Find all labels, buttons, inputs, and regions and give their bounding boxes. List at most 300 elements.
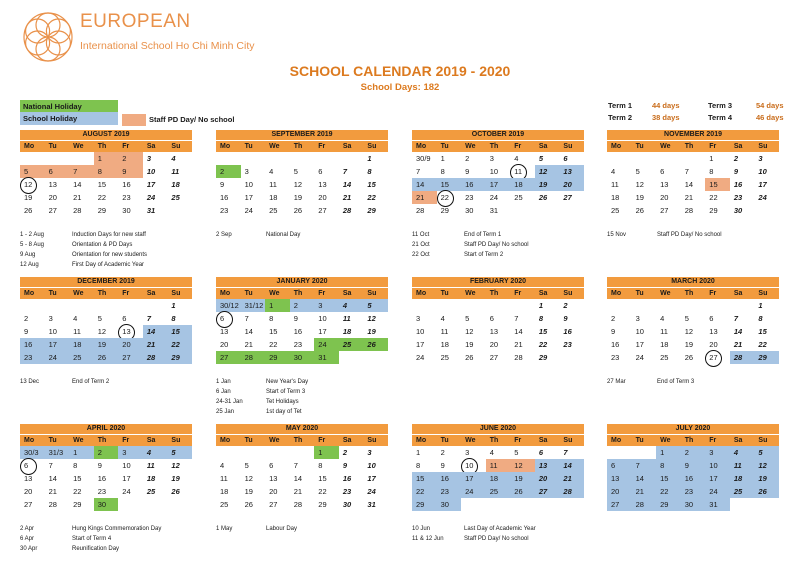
weekday-label: Tu — [635, 437, 644, 444]
term-label: Term 4 — [708, 113, 733, 122]
day-cell: 14 — [514, 327, 523, 336]
day-cell — [559, 204, 584, 217]
month-title: OCTOBER 2019 — [412, 130, 584, 140]
day-cell: 27 — [318, 206, 327, 215]
note-date: 15 Nov — [607, 232, 627, 238]
day-cell: 25 — [440, 353, 449, 362]
weekday-label: Su — [563, 143, 573, 150]
day-cell — [559, 498, 584, 511]
note-row — [412, 240, 600, 250]
day-cell: 12 — [244, 474, 253, 483]
day-cell: 10 — [489, 167, 499, 176]
day-cell: 2 — [563, 301, 568, 310]
day-cell: 15 — [437, 178, 462, 191]
day-cell: 1 — [69, 446, 94, 459]
day-cell: 1 — [709, 154, 714, 163]
note-row — [216, 230, 404, 240]
day-cell: 18 — [69, 338, 94, 351]
day-cell: 6 — [122, 314, 127, 323]
day-cell: 8 — [94, 165, 119, 178]
legend-national-holiday: National Holiday — [20, 100, 118, 113]
day-cell: 2 — [440, 448, 445, 457]
day-cell: 13 — [559, 165, 584, 178]
day-cell — [118, 299, 143, 312]
day-cell — [339, 351, 364, 364]
month-calendar — [412, 424, 584, 511]
day-cell: 15 — [167, 325, 192, 338]
weekday-label: Fr — [318, 143, 326, 150]
day-cell: 10 — [146, 167, 156, 176]
day-cell — [290, 446, 315, 459]
day-cell: 7 — [342, 167, 348, 176]
month-title: APRIL 2020 — [20, 424, 192, 434]
weekday-label: Th — [97, 437, 107, 444]
day-cell: 4 — [171, 154, 176, 163]
weekday-label: Th — [97, 143, 107, 150]
note-date: 12 Aug — [20, 262, 39, 268]
note-text: First Day of Academic Year — [72, 262, 145, 268]
month-notes — [216, 230, 404, 240]
day-cell: 6 — [269, 461, 274, 470]
day-cell: 20 — [607, 485, 632, 498]
note-date: 9 Aug — [20, 252, 36, 258]
term-days: 54 days — [756, 101, 784, 110]
day-cell: 29 — [265, 351, 290, 364]
day-cell: 15 — [656, 472, 681, 485]
weekday-label: Tu — [440, 437, 449, 444]
school-days: School Days: 182 — [360, 82, 440, 93]
day-cell: 21 — [514, 340, 523, 349]
note-row — [412, 534, 600, 544]
day-cell: 26 — [293, 206, 303, 215]
day-cell: 18 — [220, 487, 229, 496]
month-calendar — [607, 277, 779, 364]
day-cell: 21 — [143, 338, 168, 351]
weekday-label: Th — [293, 290, 303, 297]
weekday-header — [607, 287, 779, 299]
day-cell: 25 — [171, 193, 180, 202]
day-cell: 30/3 — [20, 446, 45, 459]
weekday-label: Th — [684, 290, 694, 297]
weekday-label: Fr — [122, 437, 130, 444]
day-cell: 19 — [94, 338, 119, 351]
day-cell: 31 — [367, 500, 376, 509]
weekday-label: Tu — [635, 143, 644, 150]
day-cell: 24 — [705, 485, 730, 498]
day-cell: 23 — [97, 487, 107, 496]
day-cell: 28 — [632, 498, 657, 511]
weekday-label: Fr — [709, 437, 717, 444]
day-cell: 8 — [73, 461, 78, 470]
day-cell: 26 — [754, 485, 779, 498]
day-cell: 31/3 — [45, 446, 70, 459]
day-cell: 20 — [48, 193, 57, 202]
day-cell: 13 — [24, 474, 33, 483]
note-text: 1st day of Tet — [266, 409, 302, 415]
day-cell: 7 — [514, 314, 519, 323]
note-text: Orientation & PD Days — [72, 242, 133, 248]
day-cell: 9 — [681, 459, 706, 472]
month-calendar — [412, 277, 584, 364]
weekday-label: We — [269, 437, 280, 444]
day-cell — [437, 299, 462, 312]
day-cell: 9 — [465, 167, 470, 176]
weekday-label: We — [465, 437, 476, 444]
weekday-label: We — [660, 290, 671, 297]
day-cell: 12 — [171, 461, 180, 470]
weekday-label: Th — [684, 143, 694, 150]
day-cell: 12 — [97, 327, 107, 336]
day-cell — [559, 351, 584, 364]
day-cell: 27 — [607, 498, 632, 511]
day-cell: 21 — [73, 193, 82, 202]
day-cell: 7 — [416, 167, 421, 176]
weekday-header — [412, 287, 584, 299]
weekday-label: Sa — [733, 437, 743, 444]
day-cell: 15 — [318, 474, 327, 483]
day-cell: 30/9 — [416, 154, 431, 163]
note-text: Orientation for new students — [72, 252, 148, 258]
day-cell: 2 — [290, 299, 315, 312]
day-cell: 8 — [709, 167, 714, 176]
day-cell — [632, 152, 657, 165]
day-cell: 2 — [681, 446, 706, 459]
note-date: 13 Dec — [20, 379, 40, 385]
month-title: SEPTEMBER 2019 — [216, 130, 388, 140]
day-cell: 30 — [122, 206, 131, 215]
note-row — [607, 377, 795, 387]
legend-staff-pd-swatch — [122, 114, 146, 126]
day-cell: 12 — [293, 180, 303, 189]
day-cell: 17 — [416, 340, 425, 349]
day-cell — [363, 351, 388, 364]
day-cell: 24 — [416, 353, 425, 362]
weekday-label: Fr — [514, 290, 522, 297]
day-cell: 9 — [563, 314, 568, 323]
day-cell: 20 — [660, 193, 669, 202]
day-cell: 5 — [20, 165, 45, 178]
day-cell: 29 — [318, 500, 327, 509]
day-cell: 15 — [538, 327, 548, 336]
day-cell: 25 — [69, 351, 94, 364]
note-row — [20, 250, 208, 260]
day-cell: 12 — [635, 180, 644, 189]
day-cell: 19 — [535, 178, 560, 191]
day-cell: 21 — [48, 487, 57, 496]
day-cell — [143, 498, 168, 511]
day-cell: 4 — [339, 299, 364, 312]
day-cell: 17 — [486, 178, 511, 191]
month-calendar — [20, 130, 192, 217]
day-cell: 30 — [290, 351, 315, 364]
note-date: 25 Jan — [216, 409, 235, 415]
day-cell: 16 — [563, 327, 572, 336]
day-cell: 18 — [146, 474, 156, 483]
day-cell: 11 — [730, 459, 755, 472]
day-cell — [339, 152, 364, 165]
month-calendar — [412, 130, 584, 217]
note-text: Labour Day — [266, 526, 298, 532]
day-cell: 29 — [440, 206, 449, 215]
day-cell: 14 — [244, 327, 253, 336]
note-row — [216, 524, 404, 534]
note-row — [607, 230, 795, 240]
day-cell: 1 — [538, 301, 544, 310]
day-cell: 26 — [24, 206, 33, 215]
day-cell: 30/12 — [216, 299, 241, 312]
day-cell: 1 — [367, 154, 372, 163]
day-cell: 4 — [143, 446, 168, 459]
weekday-header — [20, 434, 192, 446]
day-cell: 11 — [73, 327, 81, 336]
note-date: 11 & 12 Jun — [412, 536, 444, 542]
day-cell: 22 — [758, 340, 767, 349]
day-cell: 15 — [97, 180, 107, 189]
note-date: 11 Oct — [412, 232, 430, 238]
day-cell: 4 — [489, 448, 494, 457]
note-text: End of Term 3 — [657, 379, 695, 385]
day-cell: 18 — [510, 178, 535, 191]
day-cell: 22 — [709, 193, 718, 202]
weekday-label: Fr — [709, 290, 717, 297]
day-cell: 28 — [684, 206, 694, 215]
day-cell: 14 — [733, 327, 743, 336]
note-row — [20, 260, 208, 270]
school-name: EUROPEAN — [80, 11, 191, 32]
day-cell: 3 — [244, 167, 249, 176]
weekday-label: Mo — [416, 143, 427, 150]
day-grid — [412, 152, 584, 217]
day-cell: 19 — [510, 472, 535, 485]
day-cell: 23 — [342, 487, 352, 496]
day-cell: 23 — [611, 353, 620, 362]
day-cell: 5 — [754, 446, 779, 459]
day-cell: 29 — [656, 498, 681, 511]
note-row — [20, 230, 208, 240]
note-row — [412, 230, 600, 240]
day-cell: 3 — [635, 314, 640, 323]
month-title: DECEMBER 2019 — [20, 277, 192, 287]
day-cell — [265, 152, 290, 165]
day-cell: 9 — [342, 461, 348, 470]
day-cell: 27 — [535, 485, 560, 498]
day-cell: 18 — [486, 472, 511, 485]
day-cell: 11 — [660, 327, 668, 336]
day-cell: 8 — [318, 461, 323, 470]
day-grid — [216, 152, 388, 217]
day-cell: 25 — [220, 500, 229, 509]
weekday-label: Fr — [122, 143, 130, 150]
weekday-label: Sa — [342, 290, 352, 297]
day-cell: 15 — [269, 327, 278, 336]
day-cell: 28 — [73, 206, 82, 215]
day-cell: 28 — [559, 485, 584, 498]
day-cell — [216, 152, 241, 165]
day-cell: 8 — [656, 459, 681, 472]
day-cell: 1 — [440, 154, 445, 163]
day-cell: 14 — [293, 474, 303, 483]
day-cell: 4 — [730, 446, 755, 459]
day-cell: 4 — [660, 314, 665, 323]
day-cell: 10 — [48, 327, 57, 336]
day-cell: 20 — [220, 340, 229, 349]
page-title: SCHOOL CALENDAR 2019 - 2020 — [289, 63, 511, 79]
weekday-label: Su — [171, 143, 181, 150]
day-cell: 9 — [611, 327, 616, 336]
month-calendar — [216, 130, 388, 217]
day-cell: 6 — [216, 312, 241, 325]
day-cell: 24 — [367, 487, 376, 496]
day-cell: 15 — [367, 180, 376, 189]
weekday-label: Fr — [514, 437, 522, 444]
day-cell — [607, 152, 632, 165]
day-cell: 25 — [611, 206, 620, 215]
month-notes — [20, 230, 208, 270]
day-cell: 20 — [535, 472, 560, 485]
note-date: 24-31 Jan — [216, 399, 243, 405]
day-cell: 25 — [269, 206, 278, 215]
day-cell: 28 — [143, 351, 168, 364]
day-cell: 1 — [416, 448, 421, 457]
month-notes — [216, 524, 404, 534]
weekday-label: Tu — [440, 290, 449, 297]
day-cell: 21 — [412, 191, 437, 204]
day-cell: 10 — [244, 180, 253, 189]
day-cell: 13 — [318, 180, 327, 189]
note-text: Start of Term 4 — [72, 536, 112, 542]
weekday-label: Su — [758, 143, 768, 150]
day-cell: 11 — [342, 314, 351, 323]
day-cell: 29 — [167, 351, 192, 364]
day-cell — [45, 152, 70, 165]
day-cell: 13 — [709, 327, 718, 336]
day-cell — [656, 152, 681, 165]
day-cell: 21 — [293, 487, 303, 496]
day-cell: 7 — [632, 459, 657, 472]
day-cell: 4 — [73, 314, 78, 323]
note-row — [216, 407, 404, 417]
day-cell: 7 — [146, 314, 152, 323]
day-cell: 7 — [563, 448, 568, 457]
day-cell: 7 — [69, 165, 94, 178]
day-cell: 4 — [514, 154, 519, 163]
day-cell: 13 — [535, 459, 560, 472]
day-cell: 27 — [269, 500, 278, 509]
weekday-label: Th — [293, 143, 303, 150]
day-cell: 25 — [730, 485, 755, 498]
day-cell: 6 — [563, 154, 568, 163]
weekday-label: Su — [758, 290, 768, 297]
day-cell: 23 — [122, 193, 131, 202]
day-cell: 9 — [97, 461, 102, 470]
day-cell: 22 — [538, 340, 548, 349]
day-cell: 24 — [758, 193, 767, 202]
note-row — [20, 534, 208, 544]
note-text: Start of Term 2 — [464, 252, 504, 258]
day-cell: 24 — [461, 485, 486, 498]
note-row — [412, 250, 600, 260]
day-cell — [241, 446, 266, 459]
day-cell: 5 — [97, 314, 102, 323]
day-cell: 5 — [167, 446, 192, 459]
day-cell: 1 — [656, 446, 681, 459]
day-cell: 26 — [510, 485, 535, 498]
day-cell: 19 — [293, 193, 303, 202]
day-grid — [607, 446, 779, 511]
month-notes — [216, 377, 404, 417]
term-label: Term 1 — [608, 101, 633, 110]
weekday-label: Su — [563, 290, 573, 297]
day-cell: 31 — [489, 206, 499, 215]
day-cell: 12 — [754, 459, 779, 472]
weekday-label: We — [269, 290, 280, 297]
day-cell: 31 — [314, 351, 339, 364]
weekday-label: Th — [293, 437, 303, 444]
day-cell: 12 — [510, 459, 535, 472]
day-cell: 17 — [758, 180, 767, 189]
day-cell: 17 — [461, 472, 486, 485]
weekday-label: We — [269, 143, 280, 150]
day-cell: 9 — [118, 165, 143, 178]
day-cell: 29 — [709, 206, 718, 215]
day-cell: 27 — [489, 353, 499, 362]
term-label: Term 2 — [608, 113, 633, 122]
day-cell: 24 — [314, 338, 339, 351]
day-cell: 4 — [220, 461, 225, 470]
day-cell: 26 — [465, 353, 474, 362]
weekday-label: Fr — [514, 143, 522, 150]
day-cell: 30 — [465, 206, 474, 215]
day-cell: 8 — [171, 314, 176, 323]
day-cell: 10 — [461, 459, 486, 472]
day-cell: 19 — [244, 487, 253, 496]
day-cell: 28 — [48, 500, 57, 509]
month-title: AUGUST 2019 — [20, 130, 192, 140]
note-date: 2 Apr — [20, 526, 35, 532]
note-row — [20, 377, 208, 387]
day-cell: 21 — [632, 485, 657, 498]
day-cell: 26 — [635, 206, 644, 215]
day-cell: 26 — [538, 193, 548, 202]
day-cell: 24 — [45, 351, 70, 364]
day-cell — [461, 299, 486, 312]
day-cell: 30 — [94, 498, 119, 511]
day-cell: 5 — [465, 314, 470, 323]
day-cell: 8 — [269, 314, 274, 323]
day-cell: 2 — [216, 165, 241, 178]
weekday-header — [216, 434, 388, 446]
day-cell: 20 — [709, 340, 718, 349]
weekday-header — [412, 434, 584, 446]
day-cell: 1 — [171, 301, 176, 310]
weekday-label: Su — [563, 437, 573, 444]
month-notes — [412, 524, 600, 544]
day-cell: 11 — [171, 167, 180, 176]
weekday-label: Sa — [146, 143, 156, 150]
day-cell: 12 — [684, 327, 694, 336]
day-cell: 31 — [705, 498, 730, 511]
day-cell: 18 — [269, 193, 278, 202]
day-cell: 17 — [45, 338, 70, 351]
weekday-label: Fr — [709, 143, 717, 150]
weekday-label: Fr — [318, 437, 326, 444]
day-cell: 28 — [514, 353, 523, 362]
day-cell: 3 — [465, 448, 470, 457]
day-cell: 28 — [416, 206, 425, 215]
day-cell: 11 — [269, 180, 277, 189]
day-cell: 13 — [48, 180, 57, 189]
day-cell: 21 — [733, 340, 743, 349]
